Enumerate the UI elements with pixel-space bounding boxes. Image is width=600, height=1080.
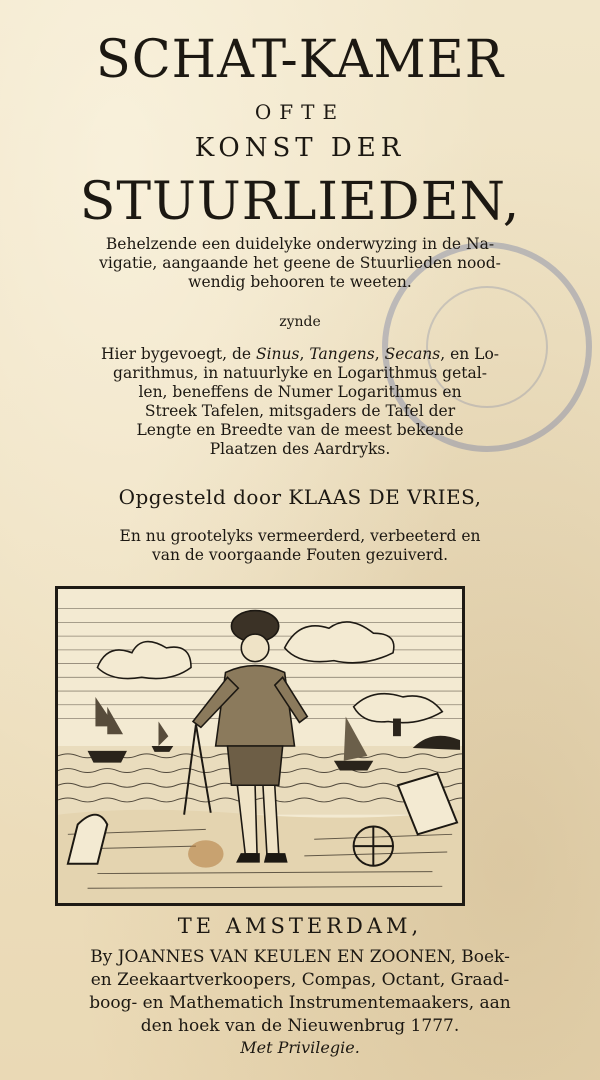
addition-line: Lengte en Breedte van de meest bekende	[136, 421, 464, 439]
addition-line	[40, 345, 560, 364]
addendum	[40, 527, 560, 565]
author-line: Opgesteld door KLAAS DE VRIES,	[118, 485, 482, 509]
addition-text	[40, 345, 560, 459]
imprint-publisher	[30, 946, 570, 1038]
imprint-place: TE AMSTERDAM,	[177, 914, 423, 938]
addition-lead: Hier bygevoegt, de	[100, 345, 256, 363]
publisher-line: By JOANNES VAN KEULEN EN ZOONEN, Boek-	[90, 947, 510, 967]
publisher-line: den hoek van de Nieuwenbrug 1777.	[140, 1016, 460, 1036]
description-line: wendig behooren te weeten.	[188, 273, 412, 291]
addendum-line: van de voorgaande Fouten gezuiverd.	[151, 546, 449, 564]
addition-rest: , en Lo-	[440, 345, 500, 363]
imprint-privilege: Met Privilegie.	[240, 1038, 360, 1057]
title-konst-der: KONST DER	[194, 133, 406, 163]
woodcut-illustration	[55, 586, 465, 906]
description	[40, 235, 560, 292]
description-line: Behelzende een duidelyke onderwyzing in de Na-	[105, 235, 495, 253]
addition-line: Plaatzen des Aardryks.	[209, 440, 391, 458]
addition-line: len, beneffens de Numer Logarithmus en	[138, 383, 462, 401]
title-ofte: OFTE	[254, 100, 346, 124]
navigator-woodcut	[58, 589, 462, 903]
addition-sep: ,	[299, 345, 310, 363]
zynde-label: zynde	[279, 314, 321, 330]
title-stuurlieden: STUURLIEDEN,	[79, 172, 521, 232]
addition-line: Streek Tafelen, mitsgaders de Tafel der	[144, 402, 456, 420]
sinus-word: Sinus	[255, 345, 300, 363]
tangens-word: Tangens	[309, 345, 375, 363]
title-main: SCHAT-KAMER	[95, 30, 505, 90]
addition-sep: ,	[374, 345, 385, 363]
publisher-line: en Zeekaartverkoopers, Compas, Octant, Graad-	[90, 970, 510, 990]
description-line: vigatie, aangaande het geene de Stuurlieden nood-	[99, 254, 501, 272]
secans-word: Secans	[384, 345, 441, 363]
publisher-line: boog- en Mathematich Instrumentemaakers, aan	[89, 993, 511, 1013]
addition-line: garithmus, in natuurlyke en Logarithmus getal-	[113, 364, 487, 382]
addendum-line: En nu grootelyks vermeerderd, verbeeterd en	[119, 527, 481, 545]
